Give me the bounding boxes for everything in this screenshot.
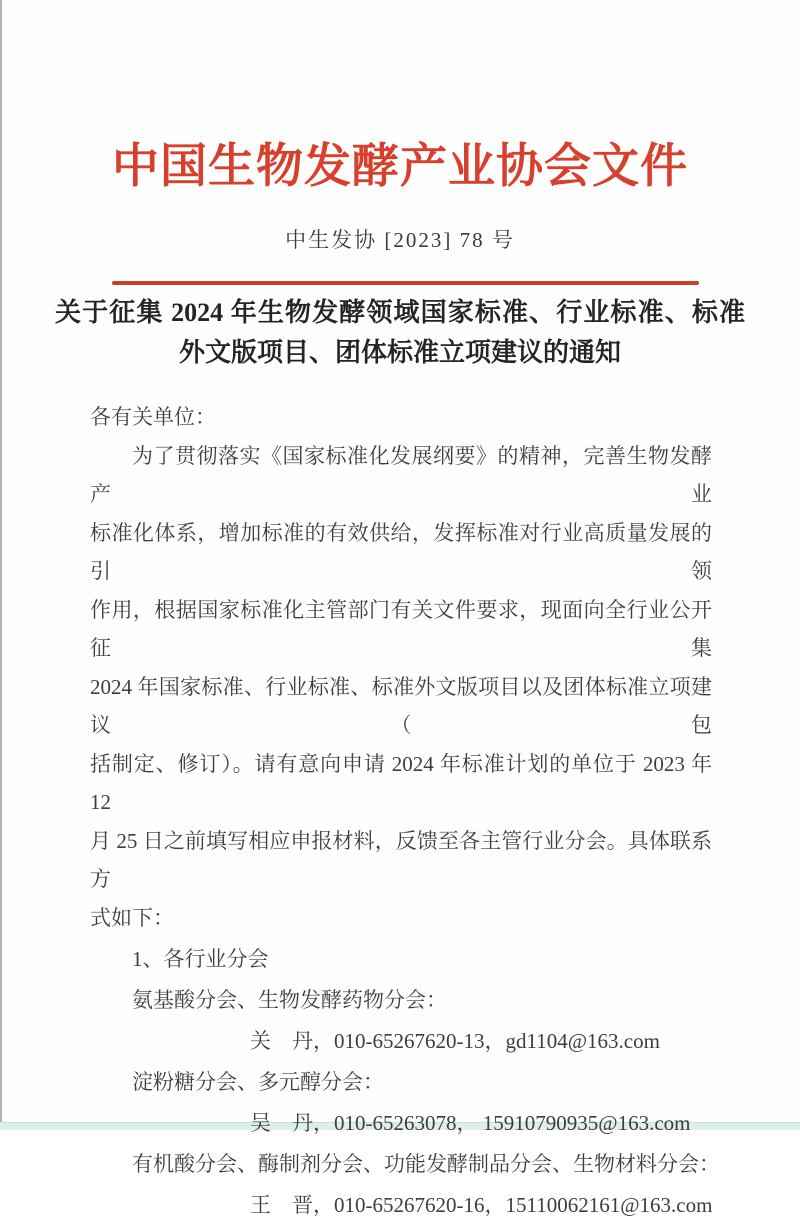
contact-group xyxy=(90,1062,712,1144)
letterhead-title: 中国生物发酵产业协会文件 xyxy=(112,141,688,193)
contact-person: 吴 丹，010-65263078， 15910790935@163.com xyxy=(250,1111,691,1135)
red-divider-line xyxy=(112,281,699,285)
document-number: 中生发协 [2023] 78 号 xyxy=(285,228,515,252)
paragraph-line: 作用，根据国家标准化主管部门有关文件要求，现面向全行业公开征集 xyxy=(90,597,712,660)
contact-person: 关 丹，010-65267620-13，gd1104@163.com xyxy=(250,1029,660,1053)
paragraph-line: 为了贯彻落实《国家标准化发展纲要》的精神，完善生物发酵产业 xyxy=(90,443,712,506)
paragraph-line: 2024 年国家标准、行业标准、标准外文版项目以及团体标准立项建议（包 xyxy=(90,674,712,737)
branch-names: 淀粉糖分会、多元醇分会： xyxy=(132,1070,384,1094)
contact-group xyxy=(90,1144,720,1226)
paragraph-line: 标准化体系，增加标准的有效供给，发挥标准对行业高质量发展的引领 xyxy=(90,520,712,583)
contact-group xyxy=(90,980,712,1062)
paragraph-line: 月 25 日之前填写相应申报材料，反馈至各主管行业分会。具体联系方 xyxy=(90,828,712,891)
notice-title-line-2: 外文版项目、团体标准立项建议的通知 xyxy=(178,338,621,367)
contact-person: 王 晋，010-65267620-16，15110062161@163.com xyxy=(250,1193,713,1217)
notice-title xyxy=(55,293,745,373)
contacts-section-heading: 1、各行业分会 xyxy=(132,947,269,971)
branch-names: 有机酸分会、酶制剂分会、功能发酵制品分会、生物材料分会： xyxy=(132,1152,720,1176)
branch-names: 氨基酸分会、生物发酵药物分会： xyxy=(132,988,447,1012)
notice-title-line-1: 关于征集 2024 年生物发酵领域国家标准、行业标准、标准 xyxy=(55,298,745,327)
salutation: 各有关单位： xyxy=(90,405,216,429)
main-paragraph xyxy=(90,437,712,938)
document-body xyxy=(90,398,720,1226)
paragraph-line: 式如下： xyxy=(90,905,174,930)
paragraph-line: 括制定、修订）。请有意向申请 2024 年标准计划的单位于 2023 年 12 xyxy=(90,751,712,814)
contacts-section xyxy=(90,939,720,1226)
